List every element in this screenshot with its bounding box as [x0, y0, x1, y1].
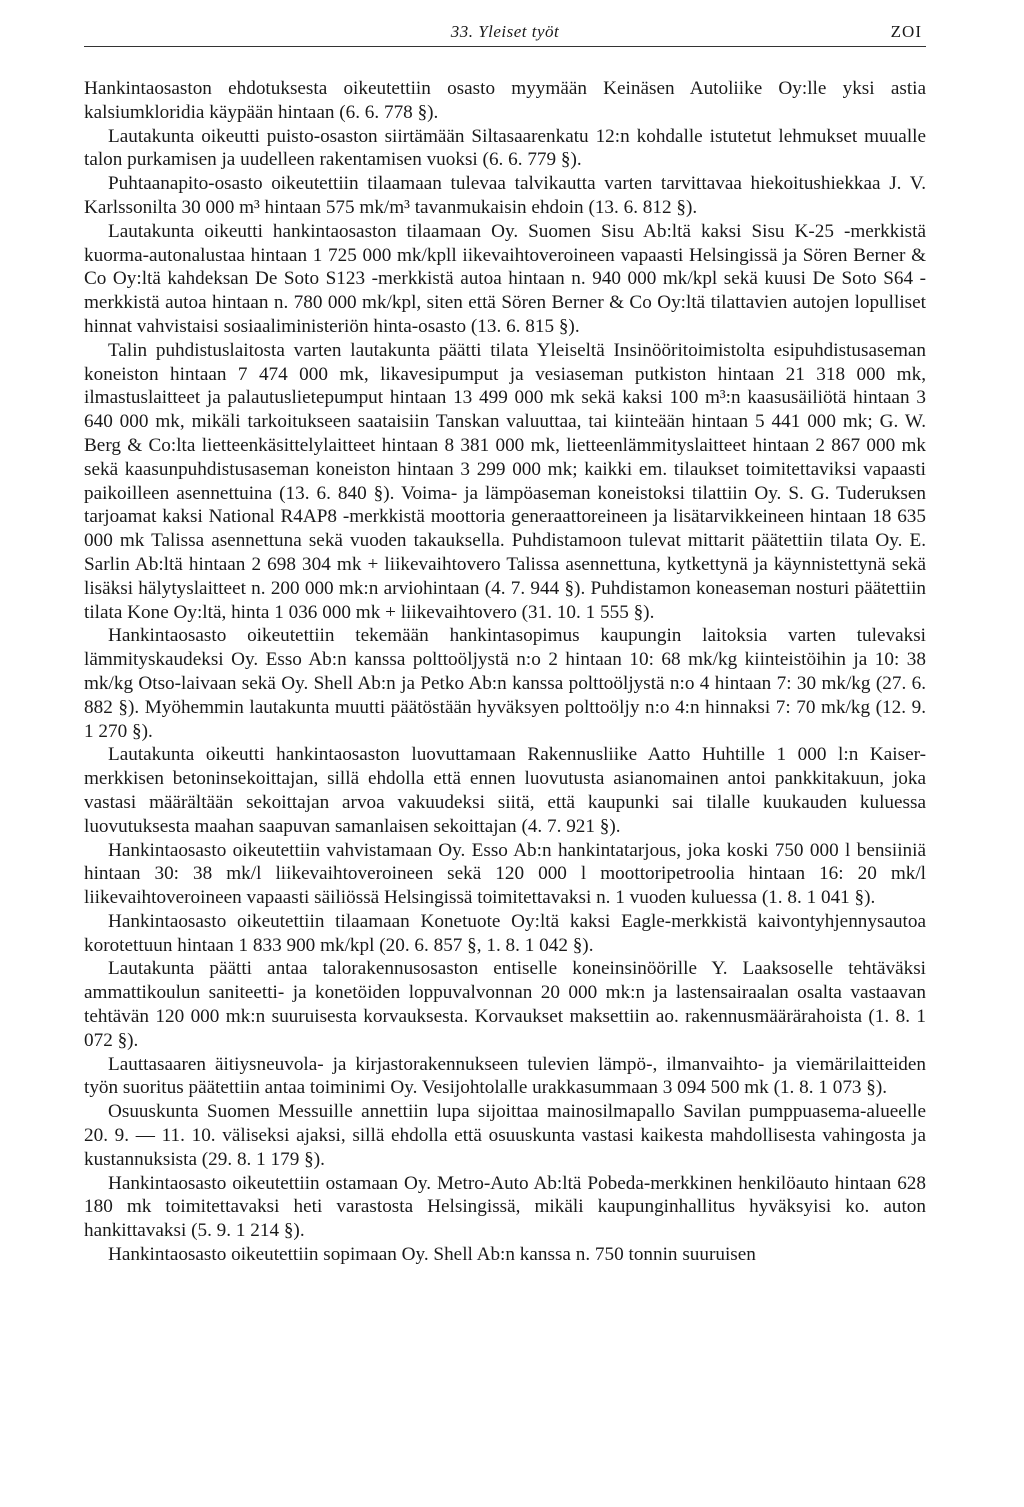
body-text [84, 77, 926, 1267]
paragraph: Talin puhdistuslaitosta varten lautakunta päätti tilata Yleiseltä Insinööritoimistolta esipuhdistusaseman koneiston hintaan 7 474 000 mk, likavesipumput ja vesiaseman putkiston hintaan 21 318 000 mk, ilmastuslaitteet ja palautuslietepumput hintaan 13 499 000 mk sekä kaksi 100 m³:n kaasusäiliötä hintaan 3 640 000 mk, mikäli tarkoitukseen saataisiin Tanskan valuuttaa, tai kiinteään hintaan 5 441 000 mk; G. W. Berg & Co:lta lietteenkäsittelylaitteet hintaan 8 381 000 mk, lietteenlämmityslaitteet hintaan 2 867 000 mk sekä kaasunpuhdistusaseman koneiston hintaan 3 299 000 mk; kaikki em. tilaukset toimitettaviksi vapaasti paikoilleen asennettuina (13. 6. 840 §). Voima- ja lämpöaseman koneistoksi tilattiin Oy. S. G. Tuderuksen tarjoamat kaksi National R4AP8 -merkkistä moottoria generaattoreineen ja lisätarvikkeineen hintaan 18 635 000 mk Talissa asennettuna sekä vuoden takauksella. Puhdistamoon tulevat mittarit päätettiin tilata Oy. E. Sarlin Ab:ltä hintaan 2 698 304 mk + liikevaihtovero Talissa asennettuna, kytkettynä ja käynnistettynä sekä lisäksi hälytyslaitteet n. 200 000 mk:n arviohintaan (4. 7. 944 §). Puhdistamon koneaseman nosturi päätettiin tilata Kone Oy:ltä, hinta 1 036 000 mk + liikevaihtovero (31. 10. 1 555 §). [84, 339, 926, 623]
document-page [84, 18, 926, 1267]
paragraph: Hankintaosasto oikeutettiin sopimaan Oy. Shell Ab:n kanssa n. 750 tonnin suuruisen [108, 1244, 756, 1266]
page-number: ZOI [890, 22, 922, 41]
paragraph: Hankintaosasto oikeutettiin tekemään hankintasopimus kaupungin laitoksia varten tulevaksi lämmityskaudeksi Oy. Esso Ab:n kanssa polttoöljystä n:o 2 hintaan 10: 68 mk/kg kiinteistöihin ja 10: 38 mk/kg Otso-laivaan sekä Oy. Shell Ab:n ja Petko Ab:n kanssa polttoöljystä n:o 4 hintaan 7: 30 mk/kg (27. 6. 882 §). Myöhemmin lautakunta muutti päätöstään hyväksyen polttoöljy n:o 4:n hinnaksi 7: 70 mk/kg (12. 9. 1 270 §). [84, 625, 926, 742]
paragraph: Lautakunta oikeutti hankintaosaston tilaamaan Oy. Suomen Sisu Ab:ltä kaksi Sisu K-25 -merkkistä kuorma-autonalustaa hintaan 1 725 000 mk/kpll iikevaihtoveroineen vapaasti Helsingissä ja Sören Berner & Co Oy:ltä kahdeksan De Soto S123 -merkkistä autoa hintaan n. 940 000 mk/kpl sekä kuusi De Soto S64 -merkkistä autoa hintaan n. 780 000 mk/kpl, siten että Sören Berner & Co Oy:ltä tilattavien autojen lopulliset hinnat vahvistaisi sosiaaliministeriön hinta-osasto (13. 6. 815 §). [84, 220, 926, 337]
paragraph: Hankintaosasto oikeutettiin tilaamaan Konetuote Oy:ltä kaksi Eagle-merkkistä kaivontyhjennysautoa korotettuun hintaan 1 833 900 mk/kpl (20. 6. 857 §, 1. 8. 1 042 §). [84, 910, 926, 956]
paragraph: Hankintaosasto oikeutettiin vahvistamaan Oy. Esso Ab:n hankintatarjous, joka koski 750 000 l bensiiniä hintaan 30: 38 mk/l liikevaihtoveroineen sekä 120 000 l moottoripetroolia hintaan 16: 20 mk/l liikevaihtoveroineen vapaasti säiliössä Helsingissä toimitettavaksi n. 1 vuoden kuluessa (1. 8. 1 041 §). [84, 839, 926, 909]
paragraph: Osuuskunta Suomen Messuille annettiin lupa sijoittaa mainosilmapallo Savilan pumppuasema-alueelle 20. 9. — 11. 10. väliseksi ajaksi, sillä ehdolla että osuuskunta vastasi kaikesta mahdollisesta vahingosta ja kustannuksista (29. 8. 1 179 §). [84, 1101, 926, 1170]
paragraph: Hankintaosaston ehdotuksesta oikeutettiin osasto myymään Keinäsen Autoliike Oy:lle yksi astia kalsiumkloridia käypään hintaan (6. 6. 778 §). [84, 78, 926, 123]
running-header [84, 18, 926, 47]
paragraph: Lauttasaaren äitiysneuvola- ja kirjastorakennukseen tulevien lämpö-, ilmanvaihto- ja viemärilaitteiden työn suoritus päätettiin antaa toiminimi Oy. Vesijohtolalle urakkasummaan 3 094 500 mk (1. 8. 1 073 §). [84, 1053, 926, 1099]
paragraph: Lautakunta oikeutti puisto-osaston siirtämään Siltasaarenkatu 12:n kohdalle istutetut lehmukset muualle talon purkamisen ja uudelleen rakentamisen vuoksi (6. 6. 779 §). [84, 125, 926, 171]
running-title: 33. Yleiset työt [450, 22, 560, 41]
paragraph: Puhtaanapito-osasto oikeutettiin tilaamaan tulevaa talvikautta varten tarvittavaa hiekoitushiekkaa J. V. Karlssonilta 30 000 m³ hintaan 575 mk/m³ tavanmukaisin ehdoin (13. 6. 812 §). [84, 173, 926, 218]
paragraph: Hankintaosasto oikeutettiin ostamaan Oy. Metro-Auto Ab:ltä Pobeda-merkkinen henkilöauto hintaan 628 180 mk toimitettavaksi heti varastosta Helsingissä, mikäli kaupunginhallitus hyväksyisi ko. auton hankittavaksi (5. 9. 1 214 §). [84, 1172, 926, 1242]
paragraph: Lautakunta oikeutti hankintaosaston luovuttamaan Rakennusliike Aatto Huhtille 1 000 l:n Kaiser-merkkisen betoninsekoittajan, sillä ehdolla että ennen luovutusta asianomainen antoi pankkitakuun, joka vastasi määrältään sekoittajan arvoa vakuudeksi siitä, että kaupunki sai tilalle kuukauden kuluessa luovutuksesta maahan saapuvan samanlaisen sekoittajan (4. 7. 921 §). [84, 744, 926, 837]
paragraph: Lautakunta päätti antaa talorakennusosaston entiselle koneinsinöörille Y. Laaksoselle tehtäväksi ammattikoulun saniteetti- ja konetöiden loppuvalvonnan 20 000 mk:n ja lastensairaalan osalta vastaavan tehtävän 120 000 mk:n suuruisesta korvauksesta. Korvaukset maksettiin ao. rakennusmäärärahoista (1. 8. 1 072 §). [84, 958, 926, 1051]
